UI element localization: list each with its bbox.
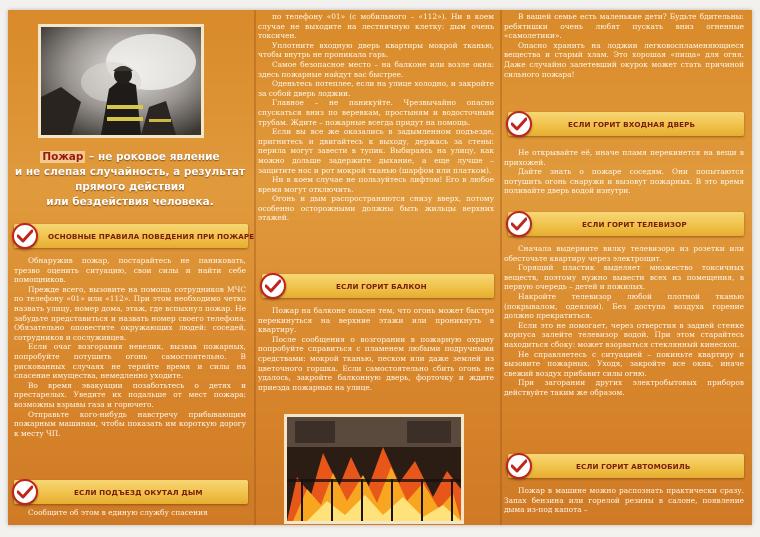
paragraph: Прежде всего, вызовите на помощь сотрудников МЧС по телефону «01» или «112». При этом необходимо четко назвать улицу, номер дома, этаж, где вспыхнул пожар. Не забудьте представиться и назвать номер своего телефона. Обязательно оповестите окружающих людей: соседей, сотрудников и сослуживцев. bbox=[14, 284, 246, 342]
check-icon bbox=[260, 273, 286, 299]
paragraph: Сообщите об этом в единую службу спасения bbox=[28, 508, 208, 517]
banner-title: ЕСЛИ ПОДЪЕЗД ОКУТАЛ ДЫМ bbox=[74, 487, 203, 497]
paragraph: Самое безопасное место – на балконе или возле окна: здесь пожарные найдут вас быстрее. bbox=[258, 59, 494, 79]
paragraph: Пожар в машине можно распознать практически сразу. Запах бензина или горелой резины в салоне, появление дыма из-под капота – bbox=[504, 486, 744, 515]
banner-title: ЕСЛИ ГОРИТ АВТОМОБИЛЬ bbox=[576, 461, 691, 471]
paragraph: Накройте телевизор любой плотной тканью (покрывалом, одеялом). Без доступа воздуха горение должно прекратиться. bbox=[504, 291, 744, 321]
banner-tv bbox=[508, 212, 744, 236]
check-icon bbox=[506, 111, 532, 137]
column-right bbox=[502, 10, 750, 525]
paragraph: Главное – не паникуйте. Чрезвычайно опасно спускаться вниз по веревкам, простыням и водосточным трубам. Ждите – пожарные всегда придут на помощь. bbox=[258, 98, 494, 127]
paragraph: Опасно хранить на лоджии легковоспламеняющиеся вещества и старый хлам. Это хорошая «пища» для огня. Даже случайно залетевший окурок может стать причиной сильного пожара! bbox=[504, 40, 744, 79]
paragraph: Оденьтесь потеплее, если на улице холодно, и закройте за собой дверь лоджии. bbox=[258, 79, 494, 98]
paragraph: Ни в коем случае не пользуйтесь лифтом! Его в любое время могут отключить. bbox=[258, 175, 494, 194]
paragraph: Пожар на балконе опасен тем, что огонь может быстро перекинуться на верхние этажи или проникнуть в квартиру. bbox=[258, 306, 494, 335]
banner-balcony bbox=[262, 274, 494, 298]
firefighter-photo bbox=[38, 24, 204, 138]
quote-highlight: Пожар bbox=[42, 151, 84, 163]
banner-car bbox=[508, 454, 744, 478]
quote-line: или бездействия человека. bbox=[46, 196, 214, 208]
banner-rules bbox=[14, 224, 254, 248]
paragraph: Огонь и дым распространяются снизу вверх, потому особенно осторожными должны быть жильцы верхних этажей. bbox=[258, 194, 494, 223]
paragraph: В вашей семье есть маленькие дети? Будьте бдительны: ребятишки очень любят пускать вниз огненные «самолетики». bbox=[504, 12, 744, 41]
paragraph: Горящий пластик выделяет множество токсичных веществ, поэтому нужно вывести всех из помещения, в первую очередь – детей и пожилых. bbox=[504, 263, 744, 292]
paragraph: по телефону «01» (с мобильного – «112»). Ни в коем случае не выходите на лестничную клетку: дым очень токсичен. bbox=[258, 12, 494, 41]
quote-block bbox=[12, 150, 248, 210]
paragraph: Уплотните входную дверь квартиры мокрой тканью, чтобы внутрь не проникала гарь. bbox=[258, 40, 494, 60]
balcony-continued-text bbox=[504, 12, 744, 79]
paragraph: Обнаружив пожар, постарайтесь не паниковать, трезво оценить ситуацию, свои силы и найти себе помощников. bbox=[14, 256, 246, 285]
column-middle bbox=[256, 10, 500, 525]
check-icon bbox=[12, 223, 38, 249]
paragraph: Если это не помогает, через отверстия в задней стенке корпуса залейте телевизор водой. При этом старайтесь находиться сбоку: может взорваться стеклянный кинескоп. bbox=[504, 320, 744, 349]
paragraph: Сначала выдерните вилку телевизора из розетки или обесточьте квартиру через электрощит. bbox=[504, 244, 744, 263]
banner-title: ЕСЛИ ГОРИТ ТЕЛЕВИЗОР bbox=[582, 219, 687, 229]
quote-line: прямого действия bbox=[75, 181, 185, 193]
rules-text bbox=[14, 256, 246, 438]
tv-text bbox=[504, 244, 744, 398]
paragraph: Не справляетесь с ситуацией – покиньте квартиру и вызовите пожарных. Уходя, закройте все окна, иначе свежий воздух прибавит силы огню. bbox=[504, 349, 744, 378]
paragraph: Дайте знать о пожаре соседям. Они попытаются потушить огонь снаружи и вызовут пожарных. В это время поливайте дверь водой изнутри. bbox=[504, 167, 744, 196]
balcony-text bbox=[258, 306, 494, 392]
burning-balcony-photo bbox=[284, 414, 464, 524]
check-icon bbox=[506, 453, 532, 479]
check-icon bbox=[12, 479, 38, 505]
paragraph: После сообщения о возгорании в пожарную охрану попробуйте справиться с пламенем любыми подручными средствами: мокрой тканью, песком или даже землей из цветочного горшка. Если самостоятельно сбить огонь не удалось, закройте балконную дверь, форточку и ждите приезда пожарных на улице. bbox=[258, 334, 494, 392]
car-text bbox=[504, 486, 744, 515]
banner-door bbox=[508, 112, 744, 136]
column-left bbox=[10, 10, 254, 525]
banner-title: ЕСЛИ ГОРИТ БАЛКОН bbox=[336, 281, 427, 291]
door-text bbox=[504, 148, 744, 196]
banner-title: ОСНОВНЫЕ ПРАВИЛА ПОВЕДЕНИЯ ПРИ ПОЖАРЕ bbox=[48, 231, 254, 241]
paragraph: Во время эвакуации позаботьтесь о детях и престарелых. Уведите их подальше от мест пожара: возможны взрывы газа и горючего. bbox=[14, 380, 246, 409]
quote-line: и не слепая случайность, а результат bbox=[14, 166, 246, 178]
smoke-continued-text bbox=[258, 12, 494, 223]
check-icon bbox=[506, 211, 532, 237]
quote-line: – не роковое явление bbox=[85, 151, 220, 163]
paragraph: Не открывайте её, иначе пламя перекинется на вещи в прихожей. bbox=[504, 148, 744, 167]
paragraph: Если вы все же оказались в задымленном подъезде, пригнитесь и двигайтесь к выходу, держась за стены: перила могут завести в тупик. Выбираясь на улицу, как можно дольше задержите дыхание, а еще лучше – защитите нос и рот мокрой тканью (шарфом или платком). bbox=[258, 127, 494, 175]
paragraph: Отправьте кого-нибудь навстречу прибывающим пожарным машинам, чтобы показать им короткую дорогу к месту ЧП. bbox=[14, 409, 246, 438]
banner-title: ЕСЛИ ГОРИТ ВХОДНАЯ ДВЕРЬ bbox=[568, 119, 696, 129]
paragraph: Если очаг возгорания невелик, вызвав пожарных, попробуйте потушить огонь самостоятельно. В рискованных случаях не теряйте время и силы на спасение имущества, немедленно уходите. bbox=[14, 342, 246, 381]
banner-smoke bbox=[14, 480, 248, 504]
smoke-text bbox=[14, 508, 250, 518]
paragraph: При загорании других электробытовых приборов действуйте таким же образом. bbox=[504, 378, 744, 397]
